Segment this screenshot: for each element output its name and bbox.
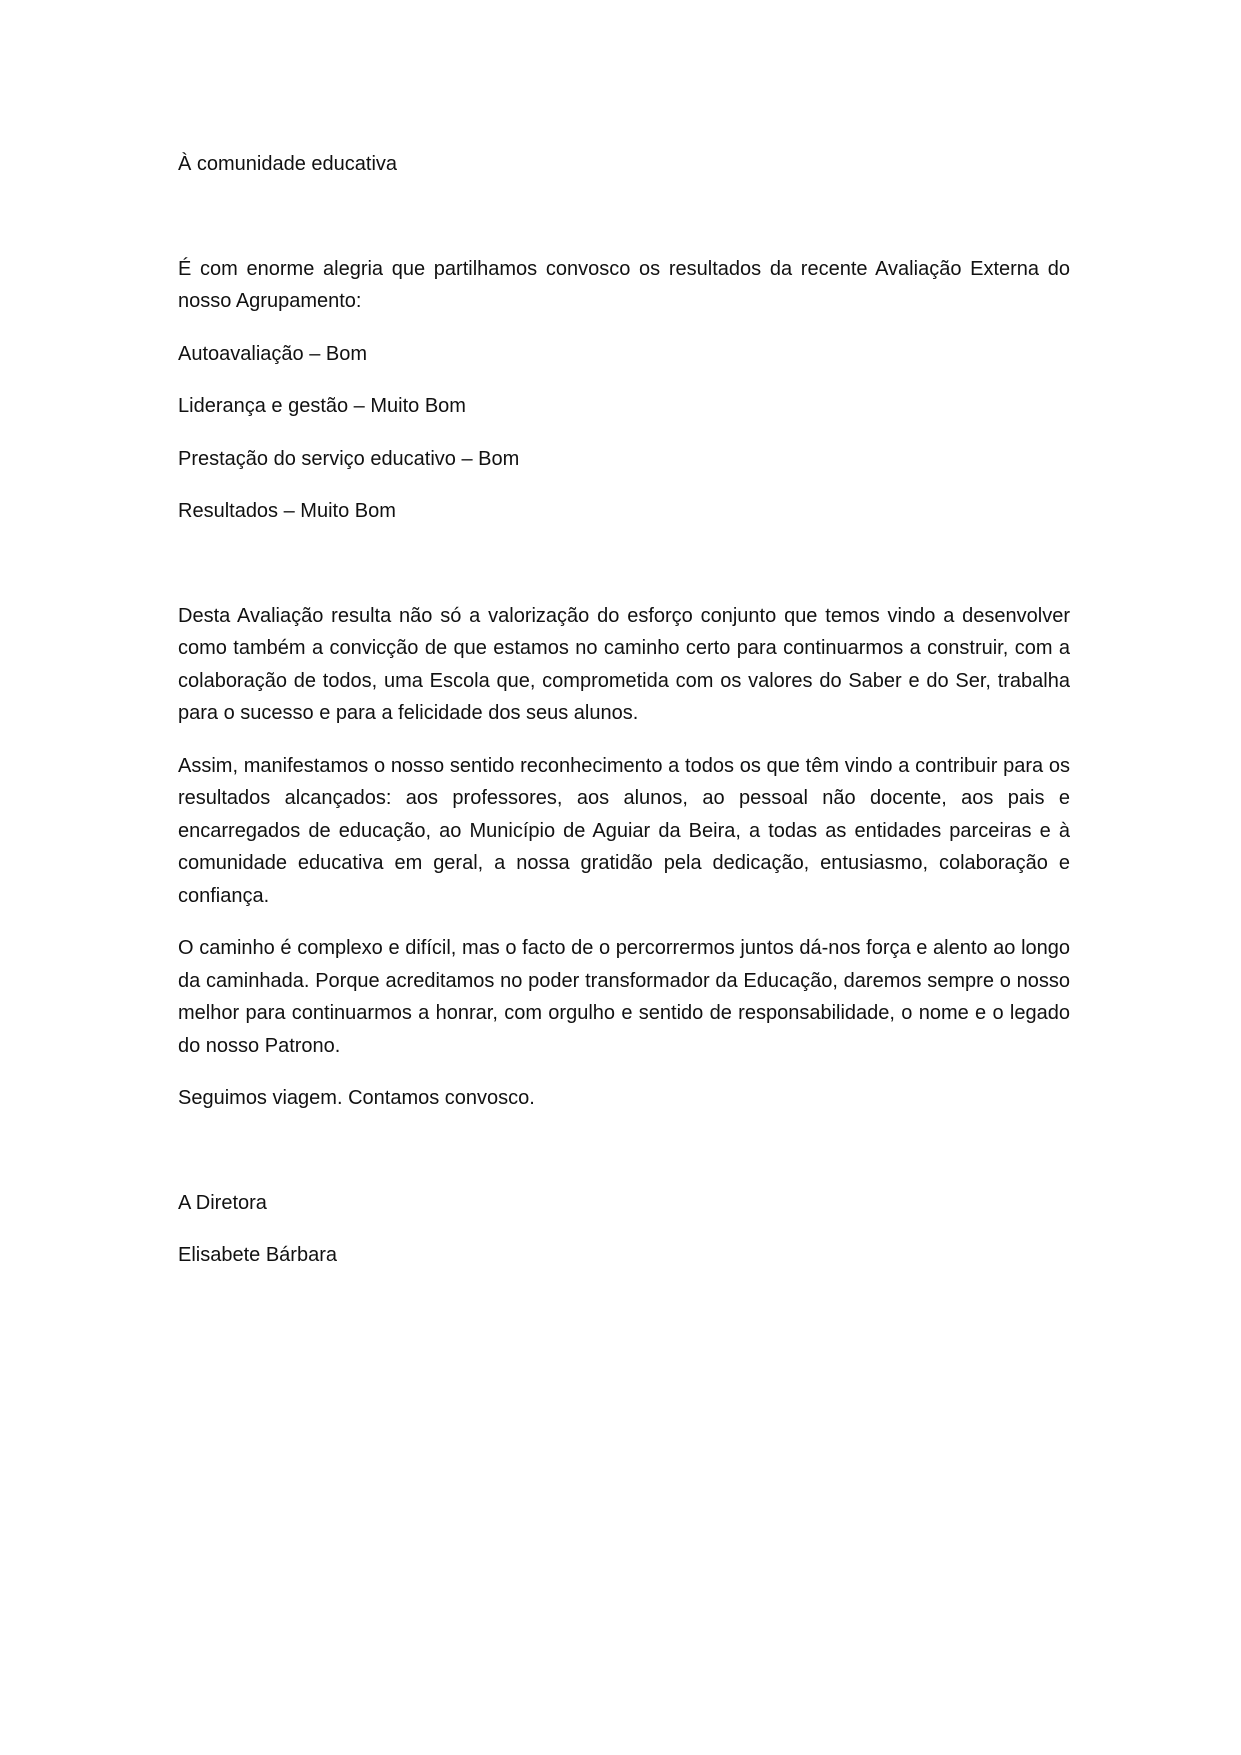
results-list: [178, 338, 1070, 528]
body-paragraph: Desta Avaliação resulta não só a valorização do esforço conjunto que temos vindo a desenvolver como também a convicção de que estamos no caminho certo para continuarmos a construir, com a colaboração de todos, uma Escola que, comprometida com os valores do Saber e do Ser, trabalha para o sucesso e para a felicidade dos seus alunos.: [178, 604, 1070, 724]
intro-paragraph: É com enorme alegria que partilhamos convosco os resultados da recente Avaliação Externa do nosso Agrupamento:: [178, 257, 1070, 312]
body-paragraph: O caminho é complexo e difícil, mas o facto de o percorrermos juntos dá-nos força e alento ao longo da caminhada. Porque acreditamos no poder transformador da Educação, daremos sempre o nosso melhor para continuarmos a honrar, com orgulho e sentido de responsabilidade, o nome e o legado do nosso Patrono.: [178, 937, 1070, 1057]
salutation: À comunidade educativa: [178, 153, 398, 175]
signature-block: [178, 1187, 1070, 1272]
closing-line: Seguimos viagem. Contamos convosco.: [178, 1087, 535, 1109]
result-item-prestacao: Prestação do serviço educativo – Bom: [178, 447, 520, 470]
result-item-resultados: Resultados – Muito Bom: [178, 500, 396, 522]
result-item-autoavaliacao: Autoavaliação – Bom: [178, 342, 368, 365]
signature-role: A Diretora: [178, 1191, 267, 1214]
result-item-lideranca: Liderança e gestão – Muito Bom: [178, 395, 466, 417]
letter-body: [178, 148, 1070, 1272]
signature-name: Elisabete Bárbara: [178, 1244, 337, 1266]
body-paragraph: Assim, manifestamos o nosso sentido reconhecimento a todos os que têm vindo a contribuir para os resultados alcançados: aos professores, aos alunos, ao pessoal não docente, aos pais e encarregados de educação, ao Município de Aguiar da Beira, a todas as entidades parceiras e à comunidade educativa em geral, a nossa gratidão pela dedicação, entusiasmo, colaboração e confiança.: [178, 754, 1070, 907]
